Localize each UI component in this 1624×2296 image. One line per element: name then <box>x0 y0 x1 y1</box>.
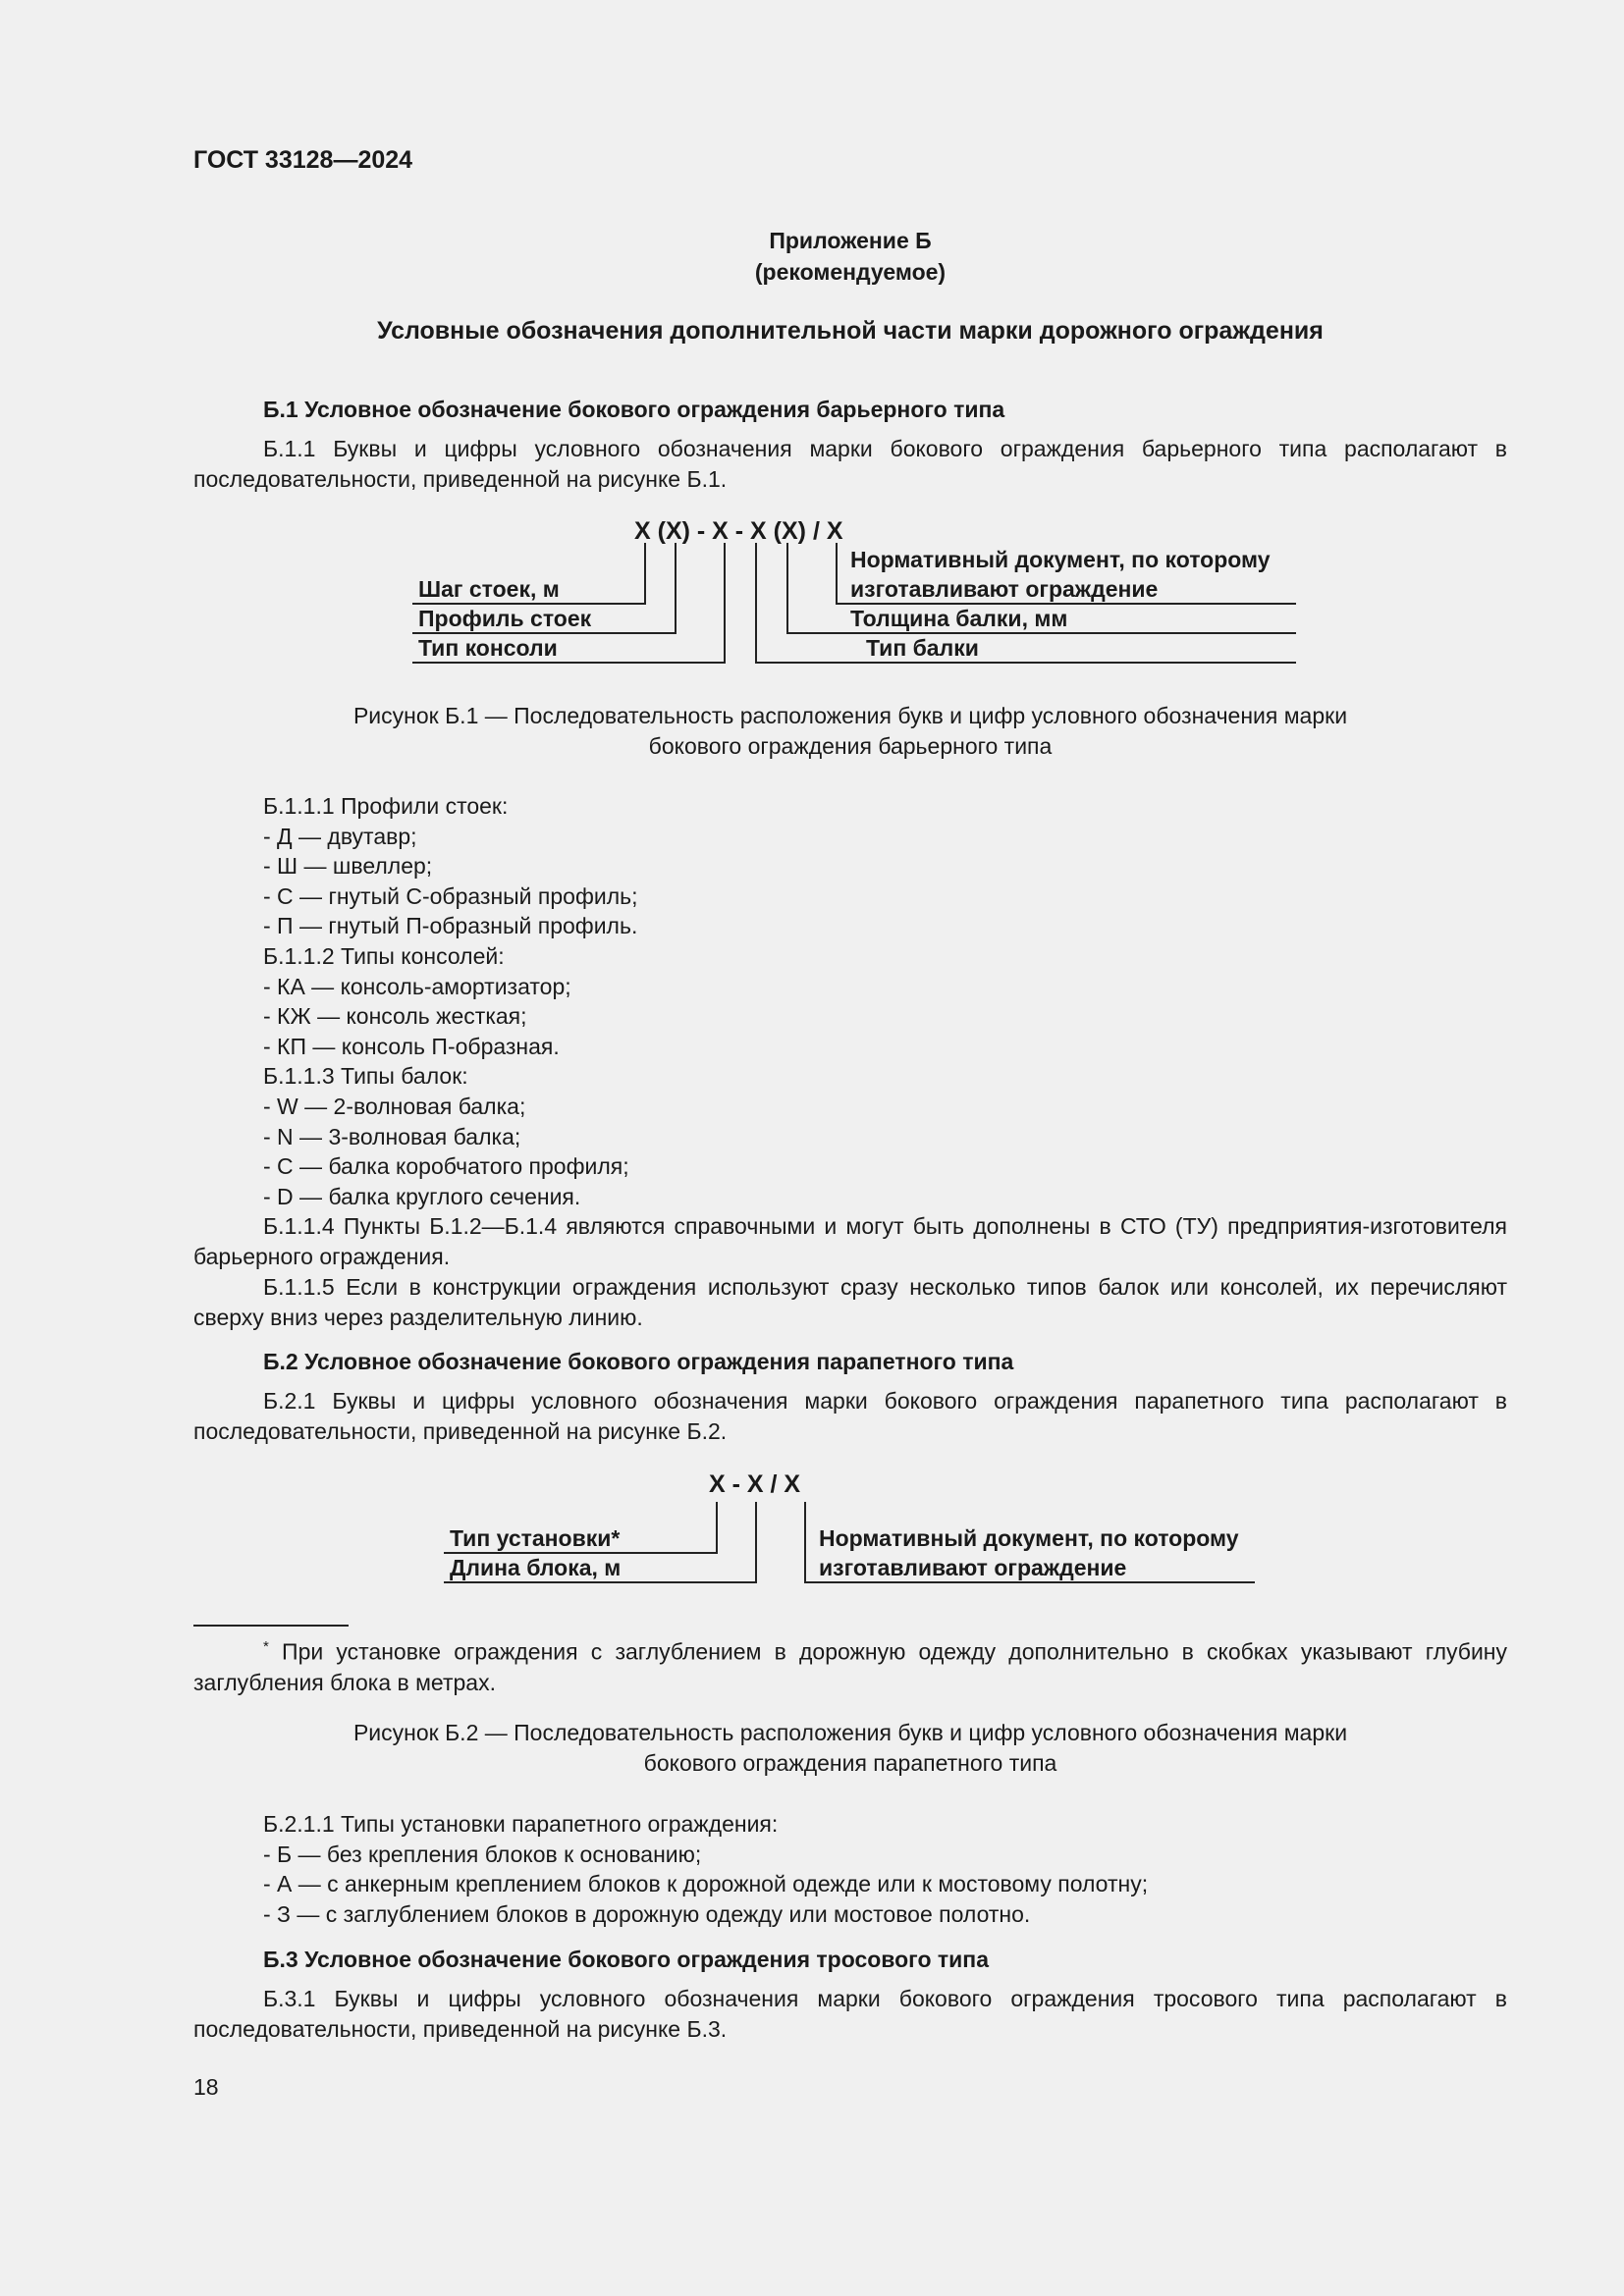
list-item: - КП — консоль П-образная. <box>263 1033 560 1059</box>
list-item: - Б — без крепления блоков к основанию; <box>263 1841 702 1867</box>
section-heading-b1: Б.1 Условное обозначение бокового ограждения барьерного типа <box>263 397 1005 422</box>
figure-b2-caption <box>193 1718 1507 1779</box>
list-item: - W — 2-волновая балка; <box>263 1093 526 1119</box>
label-beam: Тип балки <box>866 635 979 661</box>
list-item: Б.1.1.3 Типы балок: <box>263 1063 468 1090</box>
list-item: - Ш — швеллер; <box>263 853 433 880</box>
paragraph-b3-1: Б.3.1 Буквы и цифры условного обозначения марки бокового ограждения тросового типа располагают в последовательности, приведенной на рисунке Б.3. <box>193 1986 1507 2042</box>
list-item: - С — гнутый С-образный профиль; <box>263 882 638 909</box>
list-item: - КА — консоль-амортизатор; <box>263 973 571 999</box>
footnote-divider <box>193 1625 349 1627</box>
document-code: ГОСТ 33128—2024 <box>193 146 413 174</box>
list-b2 <box>263 1809 1148 1929</box>
label-normdoc-b2-2: изготавливают ограждение <box>819 1555 1127 1580</box>
list-item: - N — 3-волновая балка; <box>263 1123 521 1149</box>
page-title: Условные обозначения дополнительной части марки дорожного ограждения <box>377 317 1324 345</box>
label-install: Тип установки* <box>450 1525 621 1551</box>
list-item: Б.1.1.1 Профили стоек: <box>263 793 509 819</box>
label-step: Шаг стоек, м <box>418 576 560 602</box>
list-item: - П — гнутый П-образный профиль. <box>263 913 638 939</box>
figure-b1-formula: X (X) - X - X (X) / X <box>634 517 843 545</box>
label-normdoc-1: Нормативный документ, по которому <box>850 547 1271 572</box>
label-normdoc-b2-1: Нормативный документ, по которому <box>819 1525 1239 1551</box>
footnote <box>193 1631 1507 1698</box>
list-item: - КЖ — консоль жесткая; <box>263 1003 527 1030</box>
page-number: 18 <box>193 2074 219 2100</box>
list-item: - D — балка круглого сечения. <box>263 1183 581 1209</box>
paragraph-b2-1: Б.2.1 Буквы и цифры условного обозначения марки бокового ограждения парапетного типа располагают в последовательности, приведенной на рисунке Б.2. <box>193 1388 1507 1444</box>
list-item: - С — балка коробчатого профиля; <box>263 1153 629 1180</box>
figure-b2-formula: X - X / X <box>709 1470 801 1498</box>
list-item: - Д — двутавр; <box>263 823 417 849</box>
footnote-text: При установке ограждения с заглублением в дорожную одежду дополнительно в скобках указывают глубину заглубления блока в метрах. <box>193 1638 1508 1695</box>
figure-b2-caption-line-2: бокового ограждения парапетного типа <box>643 1750 1057 1776</box>
figure-b2-caption-line-1: Рисунок Б.2 — Последовательность расположения букв и цифр условного обозначения марки <box>352 1720 1348 1745</box>
label-length: Длина блока, м <box>450 1555 622 1580</box>
annex-title: Приложение Б <box>769 228 932 253</box>
paragraph-b1-1-5: Б.1.1.5 Если в конструкции ограждения используют сразу несколько типов балок или консолей, их перечисляют сверху вниз через разделительную линию. <box>193 1274 1507 1330</box>
section-heading-b3: Б.3 Условное обозначение бокового ограждения тросового типа <box>263 1947 989 1972</box>
label-console: Тип консоли <box>418 635 558 661</box>
annex-status: (рекомендуемое) <box>754 259 947 285</box>
label-thickness: Толщина балки, мм <box>850 606 1068 631</box>
list-item: Б.2.1.1 Типы установки парапетного ограждения: <box>263 1811 779 1837</box>
label-profile: Профиль стоек <box>418 606 592 631</box>
list-item: - З — с заглублением блоков в дорожную одежду или мостовое полотно. <box>263 1900 1031 1927</box>
footnote-mark: * <box>263 1638 269 1655</box>
list-item: Б.1.1.2 Типы консолей: <box>263 942 505 969</box>
list-item: - А — с анкерным креплением блоков к дорожной одежде или к мостовому полотну; <box>263 1871 1149 1897</box>
section-heading-b2: Б.2 Условное обозначение бокового ограждения парапетного типа <box>263 1349 1014 1374</box>
figure-b1-caption-line-2: бокового ограждения барьерного типа <box>648 733 1053 759</box>
paragraph-b1-1: Б.1.1 Буквы и цифры условного обозначения марки бокового ограждения барьерного типа располагают в последовательности, приведенной на рисунке Б.1. <box>193 436 1507 492</box>
paragraph-b1-1-4: Б.1.1.4 Пункты Б.1.2—Б.1.4 являются справочными и могут быть дополнены в СТО (ТУ) предприятия-изготовителя барьерного ограждения. <box>193 1213 1507 1269</box>
figure-b1-caption-line-1: Рисунок Б.1 — Последовательность расположения букв и цифр условного обозначения марки <box>352 703 1348 728</box>
label-normdoc-2: изготавливают ограждение <box>850 576 1159 602</box>
